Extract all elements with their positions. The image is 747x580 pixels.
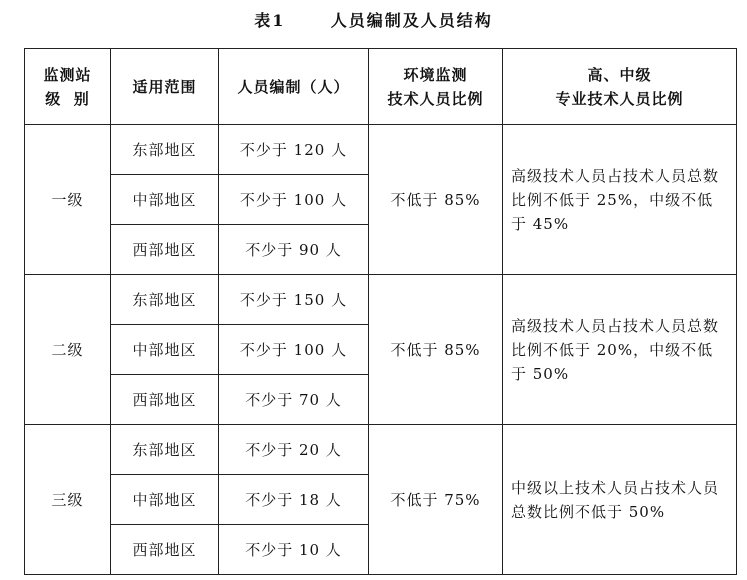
header-senior-ratio [503, 49, 737, 125]
region-cell: 东部地区 [111, 125, 219, 175]
env-ratio-cell: 不低于 85% [369, 275, 503, 425]
header-env-ratio-line2: 技术人员比例 [387, 89, 484, 108]
region-cell: 中部地区 [111, 175, 219, 225]
region-cell: 西部地区 [111, 225, 219, 275]
staffing-cell: 不少于 20 人 [219, 425, 369, 475]
staffing-cell: 不少于 100 人 [219, 325, 369, 375]
region-cell: 中部地区 [111, 475, 219, 525]
region-cell: 东部地区 [111, 425, 219, 475]
header-senior-ratio-line2: 专业技术人员比例 [555, 89, 684, 108]
staffing-table [24, 48, 737, 575]
header-row [25, 49, 737, 125]
staffing-cell: 不少于 70 人 [219, 375, 369, 425]
senior-ratio-cell: 高级技术人员占技术人员总数比例不低于 20%，中级不低于 50% [503, 275, 737, 425]
region-cell: 东部地区 [111, 275, 219, 325]
level-cell: 二级 [25, 275, 111, 425]
level-cell: 三级 [25, 425, 111, 575]
staffing-cell: 不少于 10 人 [219, 525, 369, 575]
staffing-cell: 不少于 100 人 [219, 175, 369, 225]
env-ratio-cell: 不低于 85% [369, 125, 503, 275]
header-region: 适用范围 [111, 49, 219, 125]
region-cell: 西部地区 [111, 525, 219, 575]
env-ratio-cell: 不低于 75% [369, 425, 503, 575]
header-env-ratio [369, 49, 503, 125]
level-cell: 一级 [25, 125, 111, 275]
header-staffing: 人员编制（人） [219, 49, 369, 125]
senior-ratio-cell: 中级以上技术人员占技术人员总数比例不低于 50% [503, 425, 737, 575]
region-cell: 中部地区 [111, 325, 219, 375]
table-caption [0, 8, 747, 32]
header-level [25, 49, 111, 125]
caption-title: 人员编制及人员结构 [330, 11, 493, 30]
senior-ratio-cell: 高级技术人员占技术人员总数比例不低于 25%，中级不低于 45% [503, 125, 737, 275]
region-cell: 西部地区 [111, 375, 219, 425]
header-level-line1: 监测站 [43, 65, 92, 84]
table-row [25, 425, 737, 475]
caption-label: 表1 [254, 11, 286, 30]
header-senior-ratio-line1: 高、中级 [587, 65, 652, 84]
staffing-cell: 不少于 90 人 [219, 225, 369, 275]
table-row [25, 125, 737, 175]
staffing-cell: 不少于 18 人 [219, 475, 369, 525]
staffing-cell: 不少于 120 人 [219, 125, 369, 175]
header-level-line2: 级 别 [45, 89, 90, 108]
header-env-ratio-line1: 环境监测 [403, 65, 468, 84]
staffing-cell: 不少于 150 人 [219, 275, 369, 325]
table-row [25, 275, 737, 325]
